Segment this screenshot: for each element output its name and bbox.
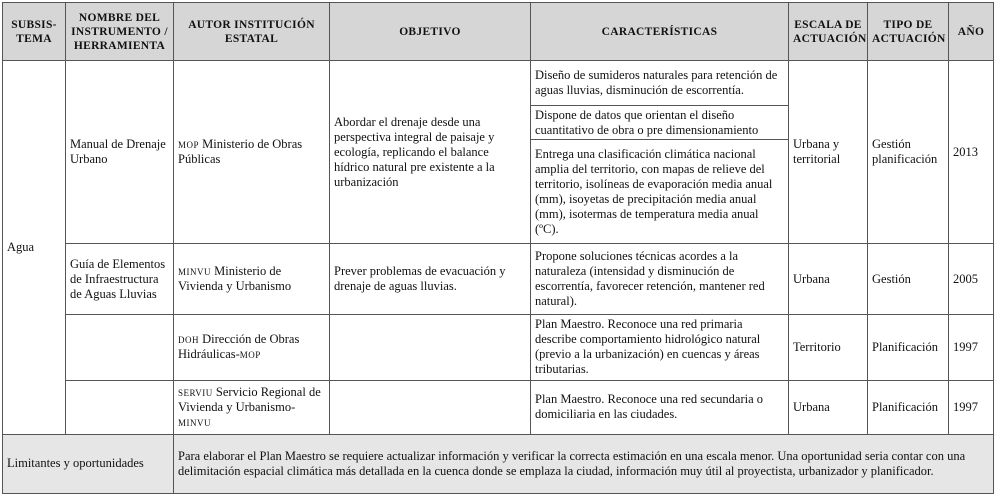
- tipo-cell: Planificación: [868, 380, 949, 434]
- limitantes-label: Limitantes y oportunidades: [3, 434, 174, 493]
- autor-name: Dirección de Obras Hidráulicas-: [178, 332, 300, 362]
- caracteristica-cell: Entrega una clasificación climática nacional amplia del territorio, con mapas de relieve del territorio, isolíneas de evaporación media anual (mm), isoyetas de precipitación media anual (mm), isotermas de temperatura media anual (ºC).: [531, 140, 789, 244]
- limitantes-row: [3, 434, 994, 493]
- header-row: [3, 3, 994, 61]
- autor-sigla: mop: [178, 137, 200, 152]
- subsistema-cell: Agua: [3, 61, 66, 435]
- autor-cell: [174, 244, 330, 314]
- nombre-cell: Manual de Drenaje Urbano: [66, 61, 174, 244]
- caracteristica-cell: Plan Maestro. Reconoce una red primaria describe comportamiento hidrológico natural (previo a la urbanización) en cuencas y áreas tributarias.: [531, 314, 789, 380]
- escala-cell: Urbana: [789, 244, 868, 314]
- anio-cell: 1997: [949, 314, 994, 380]
- autor-sigla: minvu: [178, 264, 211, 279]
- table-row: [3, 61, 994, 106]
- autor-sufijo: mop: [239, 347, 261, 362]
- tipo-cell: Gestión planificación: [868, 61, 949, 244]
- header-anio: AÑO: [949, 3, 994, 61]
- nombre-cell: Guía de Elementos de Infraestructura de Aguas Lluvias: [66, 244, 174, 314]
- caracteristica-cell: Dispone de datos que orientan el diseño cuantitativo de obra o pre dimensionamiento: [531, 106, 789, 140]
- header-nombre: NOMBRE DEL INSTRUMENTO / HERRAMIENTA: [66, 3, 174, 61]
- header-caracteristicas: CARACTERÍSTICAS: [531, 3, 789, 61]
- autor-cell: [174, 380, 330, 434]
- table-row: [3, 314, 994, 380]
- autor-name: Ministerio de Obras Públicas: [178, 137, 303, 167]
- anio-cell: 1997: [949, 380, 994, 434]
- autor-name: Servicio Regional de Vivienda y Urbanismo-: [178, 384, 321, 414]
- escala-cell: Urbana: [789, 380, 868, 434]
- anio-cell: 2005: [949, 244, 994, 314]
- table-row: [3, 244, 994, 314]
- nombre-cell: [66, 314, 174, 380]
- caracteristica-cell: Propone soluciones técnicas acordes a la naturaleza (intensidad y disminución de escorrentía, favorecer retención, mantener red natural).: [531, 244, 789, 314]
- autor-sufijo: minvu: [178, 414, 211, 429]
- objetivo-cell: [330, 380, 531, 434]
- header-subsistema: SUBSIS-TEMA: [3, 3, 66, 61]
- autor-cell: [174, 61, 330, 244]
- caracteristica-cell: Plan Maestro. Reconoce una red secundaria o domiciliaria en las ciudades.: [531, 380, 789, 434]
- header-autor: AUTOR INSTITUCIÓN ESTATAL: [174, 3, 330, 61]
- objetivo-cell: Abordar el drenaje desde una perspectiva integral de paisaje y ecología, replicando el balance hídrico natural pre existente a la urbanización: [330, 61, 531, 244]
- autor-name: Ministerio de Vivienda y Urbanismo: [178, 264, 292, 294]
- anio-cell: 2013: [949, 61, 994, 244]
- objetivo-cell: Prever problemas de evacuación y drenaje de aguas lluvias.: [330, 244, 531, 314]
- header-escala: ESCALA DE ACTUACIÓN: [789, 3, 868, 61]
- header-objetivo: OBJETIVO: [330, 3, 531, 61]
- escala-cell: Urbana y territorial: [789, 61, 868, 244]
- escala-cell: Territorio: [789, 314, 868, 380]
- limitantes-text: Para elaborar el Plan Maestro se requiere actualizar información y verificar la correcta estimación en una escala menor. Una oportunidad seria contar con una delimitación espacial climática más detallada en la cuenca donde se emplaza la ciudad, información muy útil al proyectista, urbanizador y planificador.: [174, 434, 994, 493]
- instrument-table: [2, 2, 994, 494]
- table-row: [3, 380, 994, 434]
- autor-sigla: serviu: [178, 384, 213, 399]
- caracteristica-cell: Diseño de sumideros naturales para retención de aguas lluvias, disminución de escorrentía.: [531, 61, 789, 106]
- autor-sigla: doh: [178, 332, 199, 347]
- header-tipo: TIPO DE ACTUACIÓN: [868, 3, 949, 61]
- nombre-cell: [66, 380, 174, 434]
- tipo-cell: Gestión: [868, 244, 949, 314]
- autor-cell: [174, 314, 330, 380]
- tipo-cell: Planificación: [868, 314, 949, 380]
- objetivo-cell: [330, 314, 531, 380]
